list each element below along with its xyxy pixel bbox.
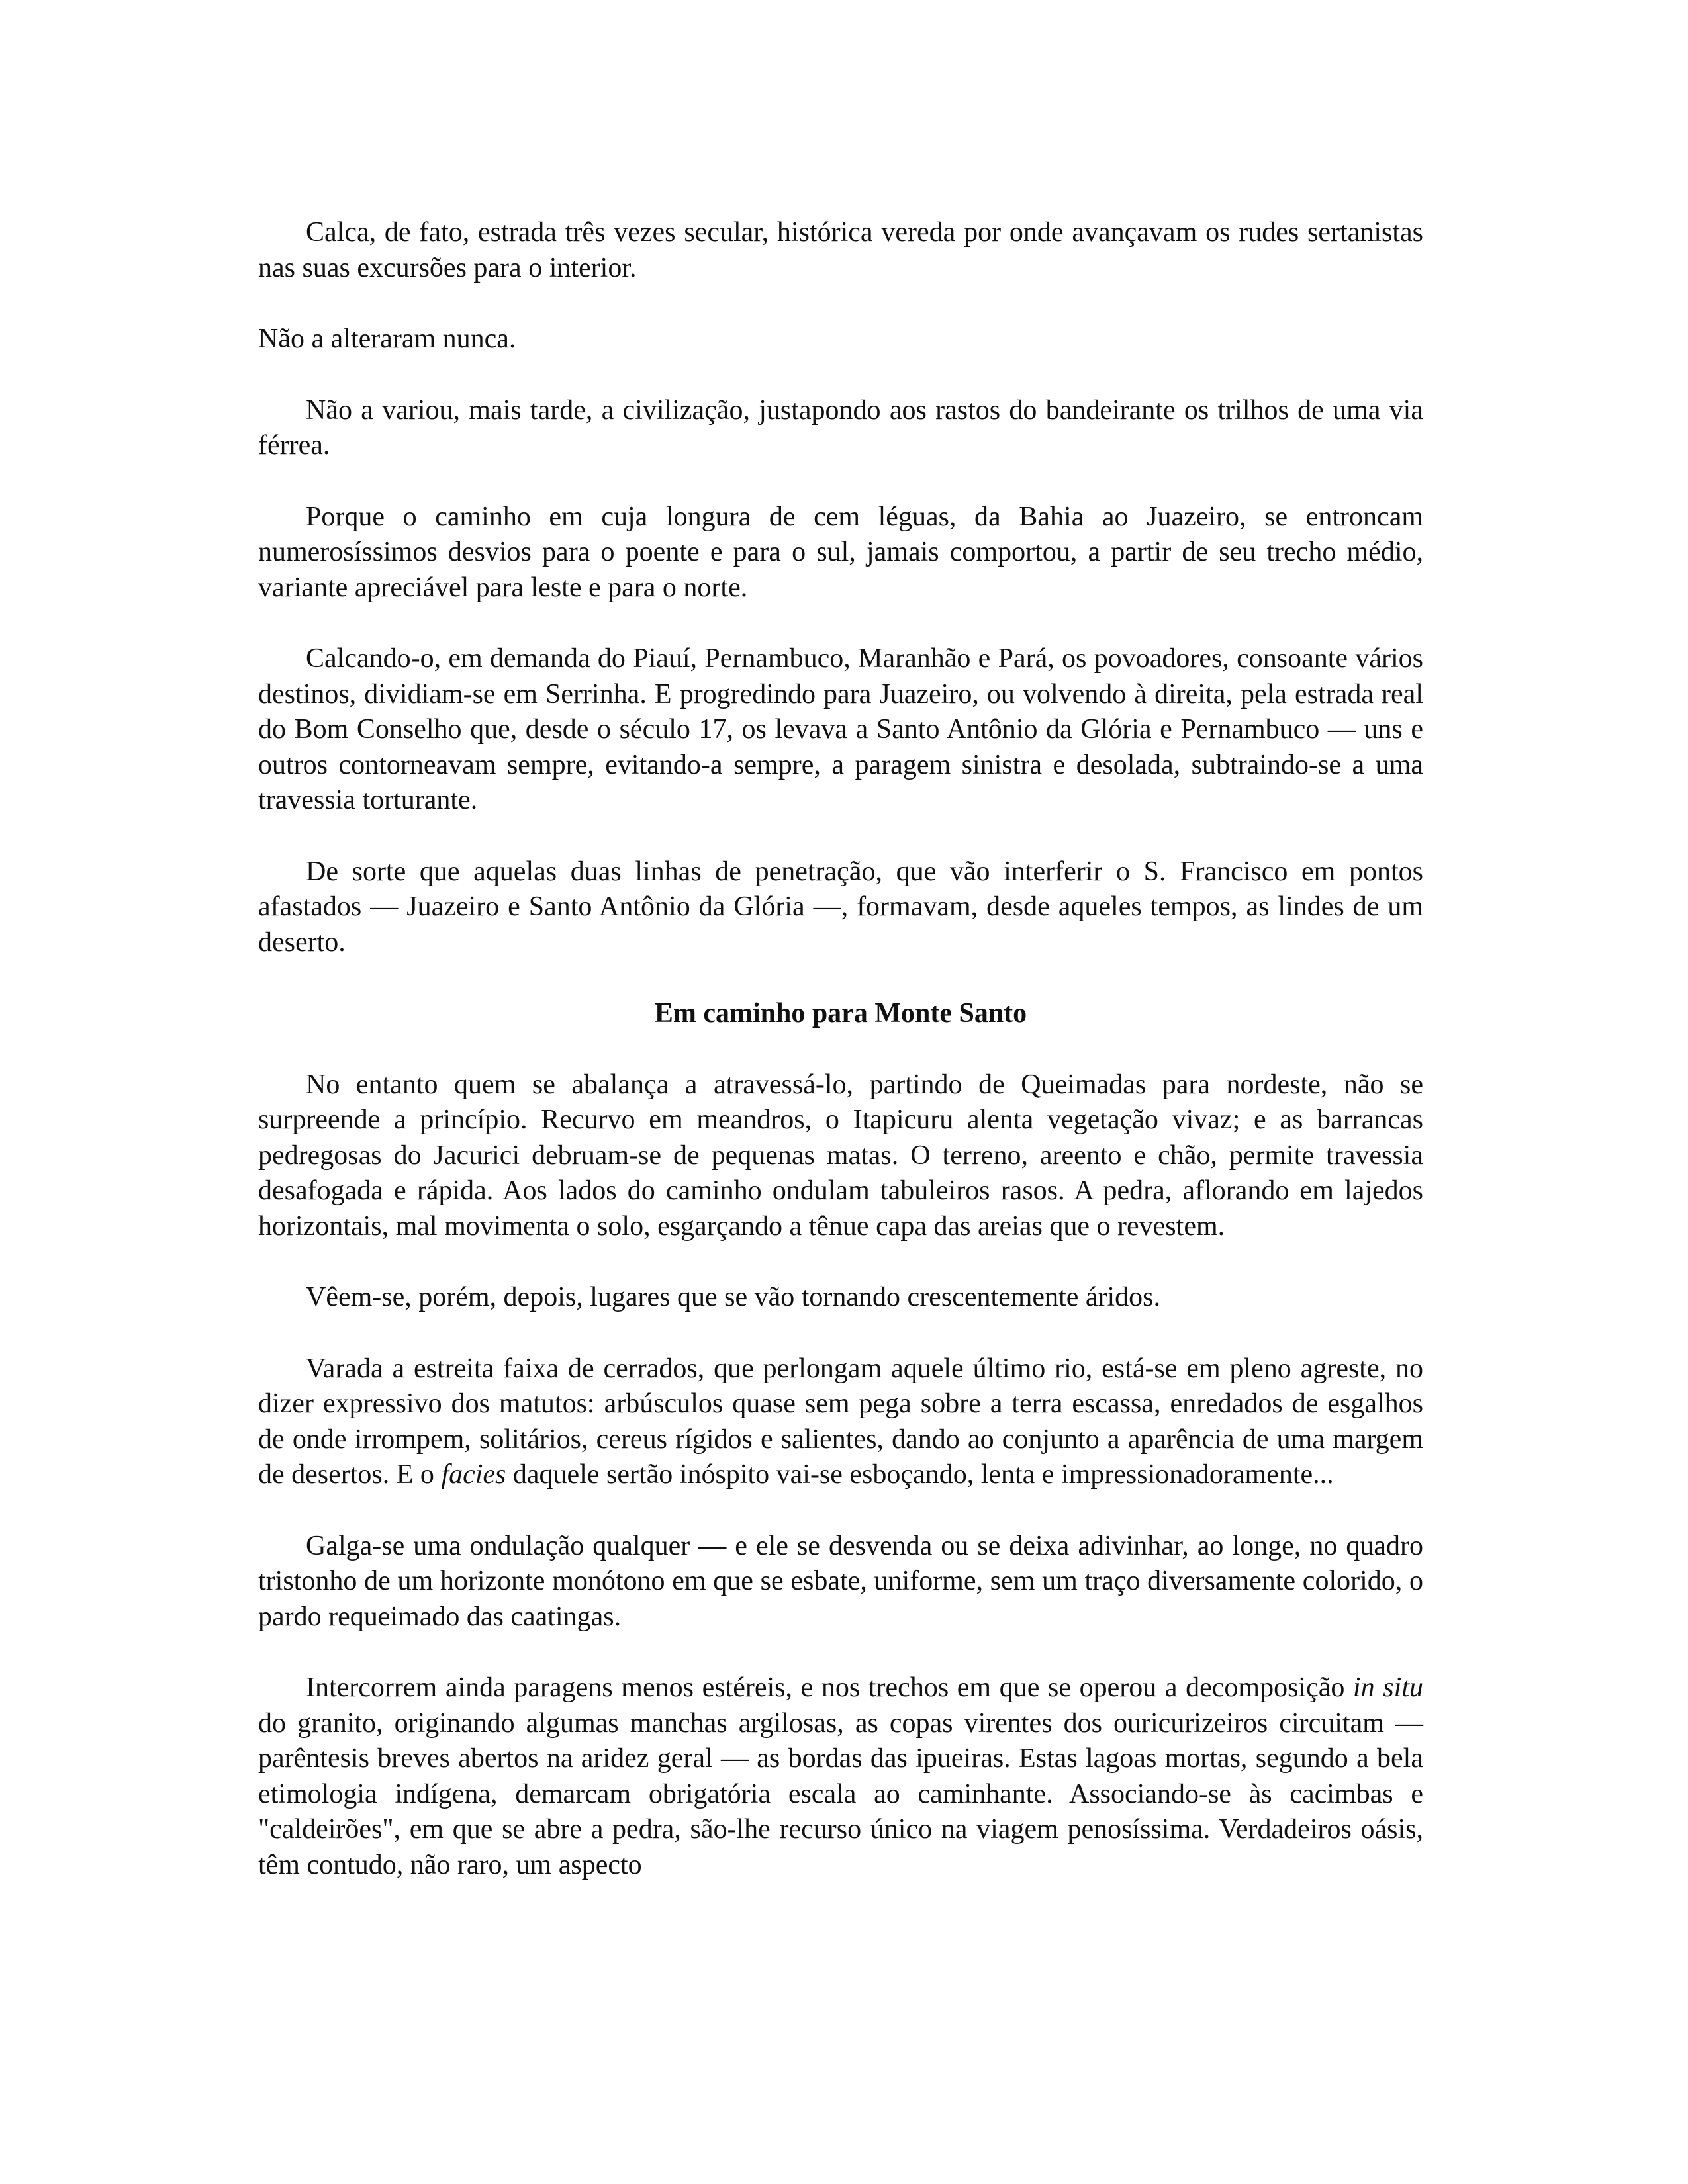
paragraph-intercorrem (258, 1670, 1423, 1883)
paragraph-linhas-penetracao: De sorte que aquelas duas linhas de penetração, que vão interferir o S. Francisco em pontos afastados — Juazeiro e Santo Antônio da Glória —, formavam, desde aqueles tempos, as lindes de um deserto. (258, 856, 1423, 958)
document-page (258, 215, 1423, 1883)
paragraph-queimadas: No entanto quem se abalança a atravessá-lo, partindo de Queimadas para nordeste, não se surpreende a princípio. Recurvo em meandros, o Itapicuru alenta vegetação vivaz; e as barrancas pedregosas do Jacurici debruam-se de pequenas matas. O terreno, areento e chão, permite travessia desafogada e rápida. Aos lados do caminho ondulam tabuleiros rasos. A pedra, aflorando em lajedos horizontais, mal movimenta o solo, esgarçando a tênue capa das areias que o revestem. (258, 1069, 1423, 1242)
paragraph-estrada-secular: Calca, de fato, estrada três vezes secular, histórica vereda por onde avançavam os rudes sertanistas nas suas excursões para o interior. (258, 217, 1423, 283)
paragraph-intercorrem-text-a: Intercorrem ainda paragens menos estéreis, e nos trechos em que se operou a decomposição (306, 1672, 1354, 1703)
paragraph-agreste-italic: facies (441, 1459, 506, 1490)
paragraph-lugares-aridos: Vêem-se, porém, depois, lugares que se vão tornando crescentemente áridos. (306, 1282, 1161, 1312)
paragraph-agreste-text-a: Varada a estreita faixa de cerrados, que perlongam aquele último rio, está-se em pleno agreste, no dizer expressivo dos matutos: arbúsculos quase sem pega sobre a terra escassa, enredados de esgalhos de onde irrompem, solitários, cereus rígidos e salientes, dando ao conjunto a aparência de uma margem de desertos. E o (258, 1353, 1423, 1490)
paragraph-intercorrem-text-b: do granito, originando algumas manchas argilosas, as copas virentes dos ouricurizeiros circuitam — parêntesis breves abertos na aridez geral — as bordas das ipueiras. Estas lagoas mortas, segundo a bela etimologia indígena, demarcam obrigatória escala ao caminhante. Associando-se às cacimbas e "caldeirões", em que se abre a pedra, são-lhe recurso único na viagem penosíssima. Verdadeiros oásis, têm contudo, não raro, um aspecto (258, 1707, 1423, 1880)
section-heading: Em caminho para Monte Santo (654, 998, 1027, 1028)
paragraph-caminho-cem-leguas: Porque o caminho em cuja longura de cem léguas, da Bahia ao Juazeiro, se entroncam numerosíssimos desvios para o poente e para o sul, jamais comportou, a partir de seu trecho médio, variante apreciável para leste e para o norte. (258, 501, 1423, 603)
paragraph-via-ferrea: Não a variou, mais tarde, a civilização, justapondo aos rastos do bandeirante os trilhos de uma via férrea. (258, 394, 1423, 461)
paragraph-ondulacao: Galga-se uma ondulação qualquer — e ele se desvenda ou se deixa adivinhar, ao longe, no quadro tristonho de um horizonte monótono em que se esbate, uniforme, sem um traço diversamente colorido, o pardo requeimado das caatingas. (258, 1530, 1423, 1632)
paragraph-agreste (258, 1351, 1423, 1493)
paragraph-intercorrem-italic: in situ (1353, 1672, 1423, 1703)
paragraph-agreste-text-b: daquele sertão inóspito vai-se esboçando, lenta e impressionadoramente... (506, 1459, 1334, 1490)
paragraph-calcando: Calcando-o, em demanda do Piauí, Pernambuco, Maranhão e Pará, os povoadores, consoante vários destinos, dividiam-se em Serrinha. E progredindo para Juazeiro, ou volvendo à direita, pela estrada real do Bom Conselho que, desde o século 17, os levava a Santo Antônio da Glória e Pernambuco — uns e outros contorneavam sempre, evitando-a sempre, a paragem sinistra e desolada, subtraindo-se a uma travessia torturante. (258, 643, 1423, 815)
paragraph-nao-alteraram: Não a alteraram nunca. (258, 324, 516, 354)
